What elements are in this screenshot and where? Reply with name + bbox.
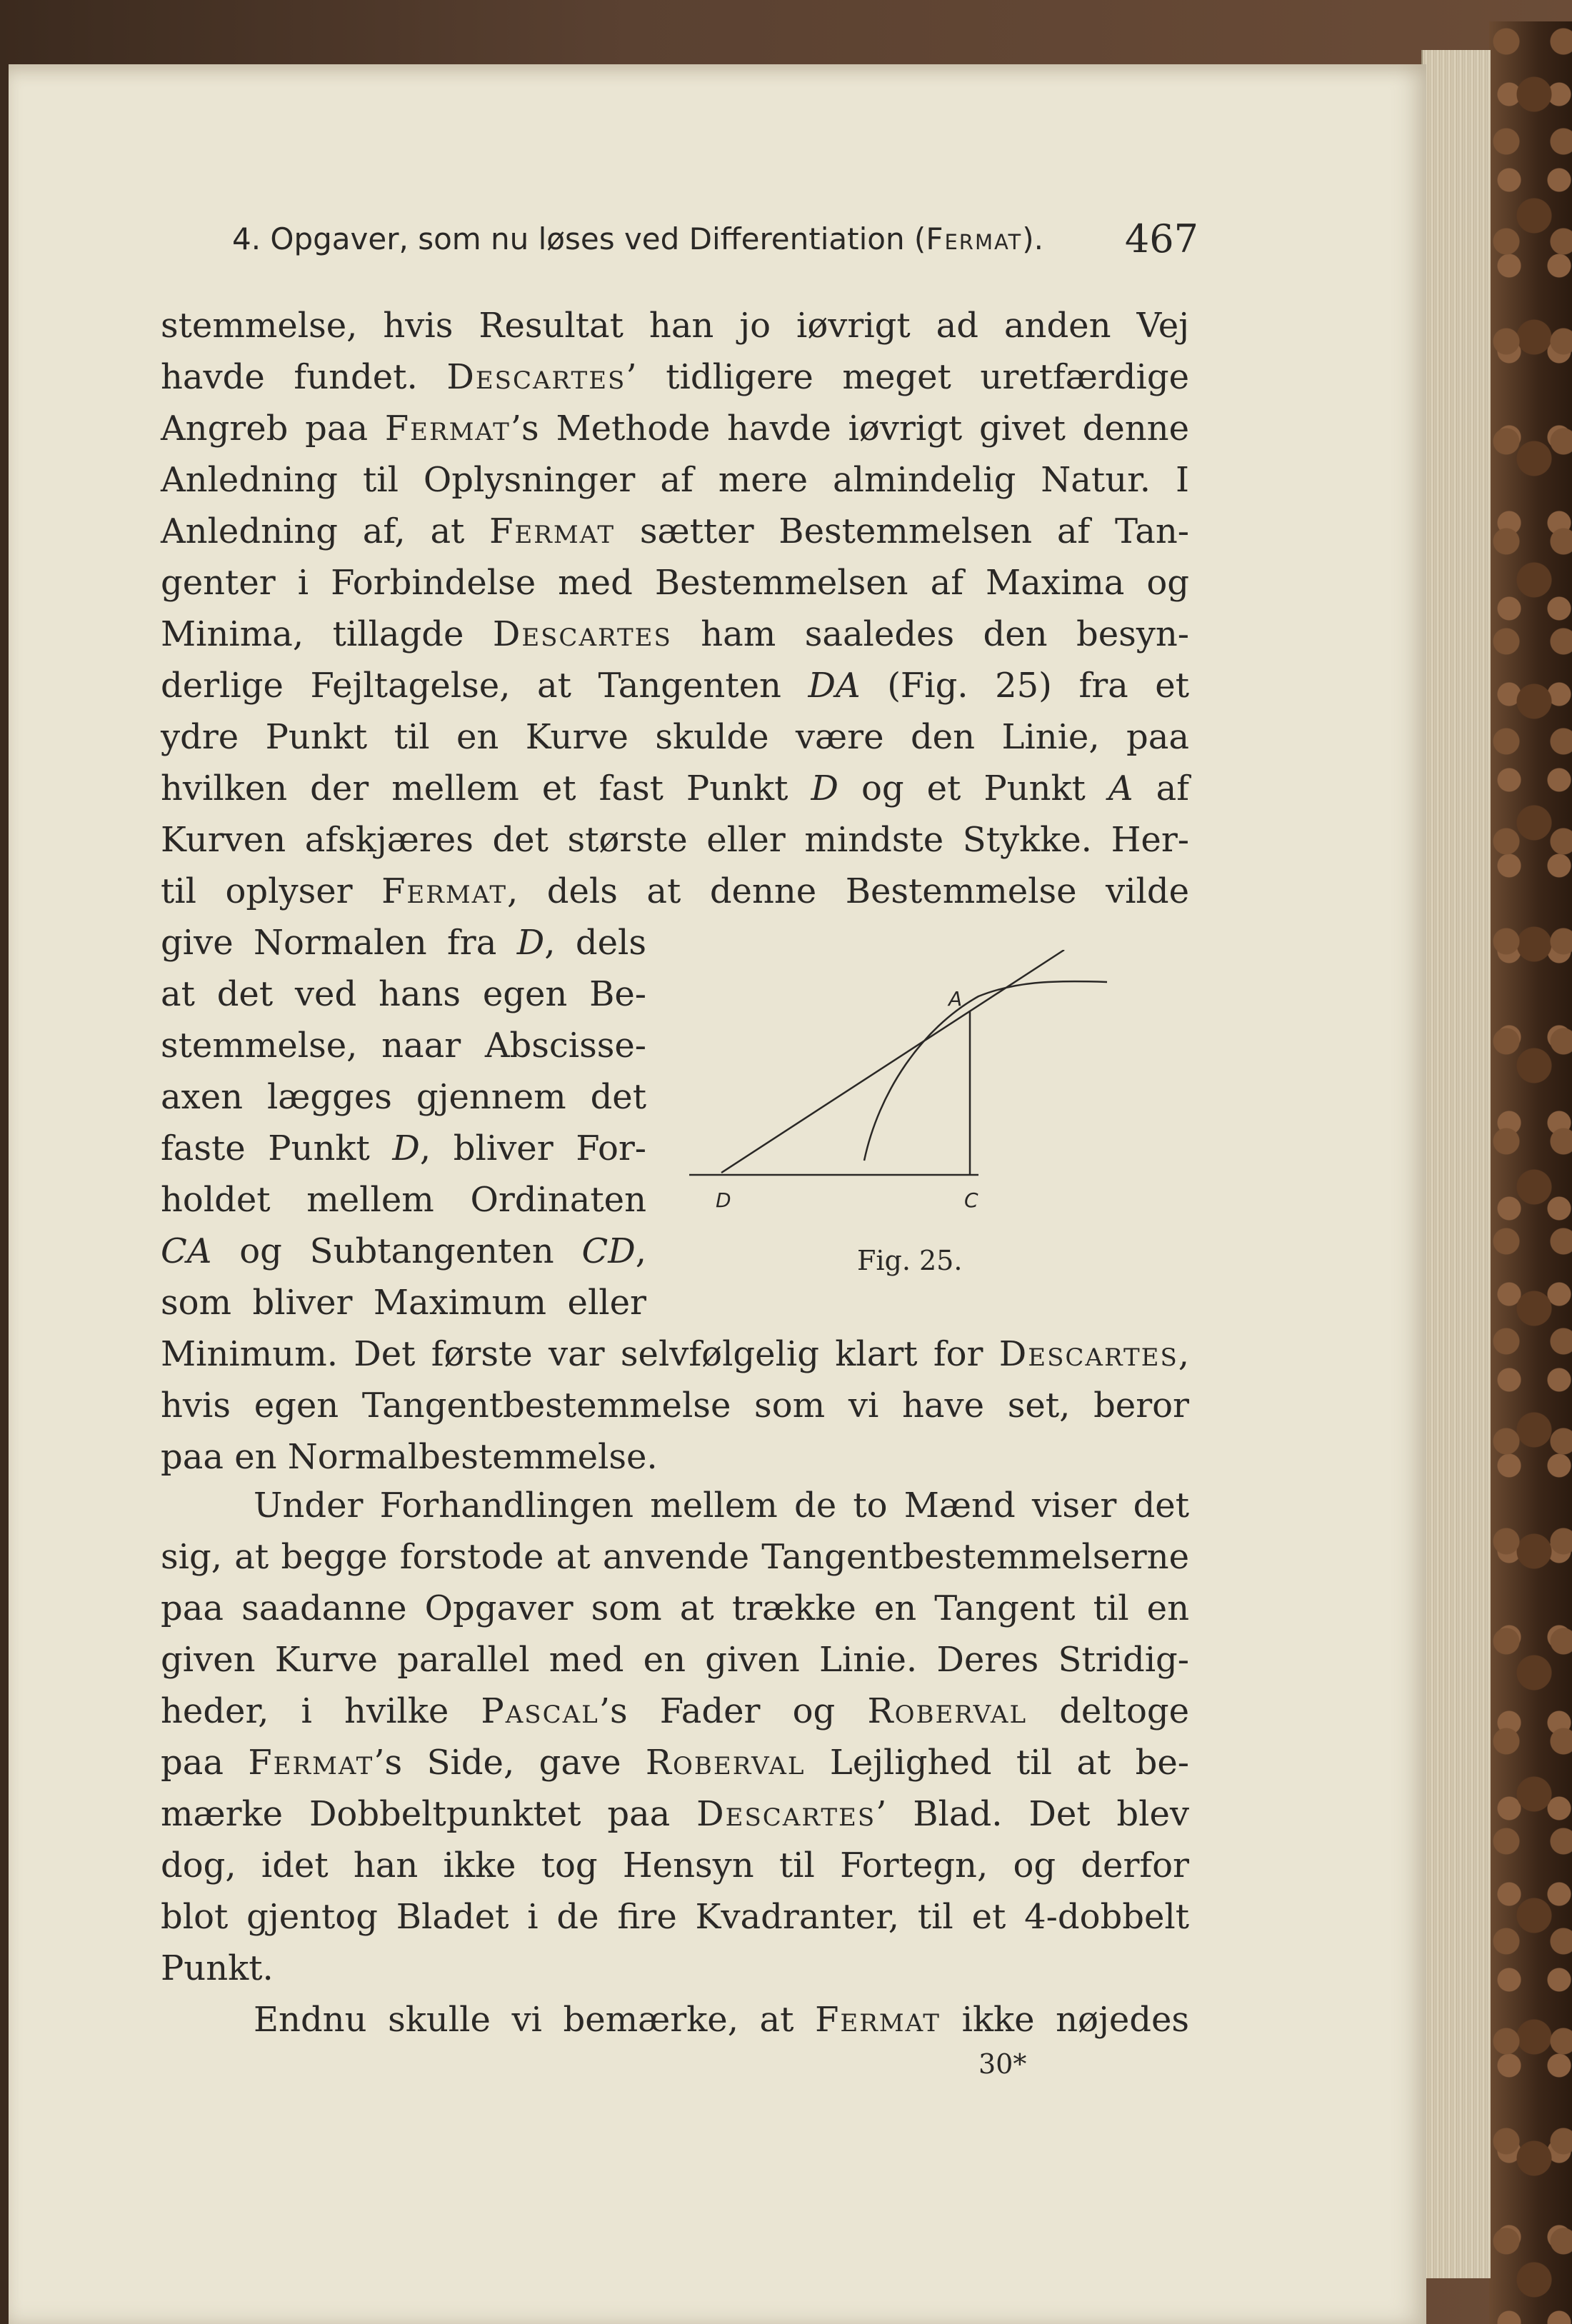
text-line: holdet mellem Ordinaten	[161, 1180, 646, 1220]
label-a: A	[948, 987, 963, 1011]
running-head-name: Fermat	[926, 221, 1023, 256]
name-span: Roberval	[867, 1691, 1028, 1731]
text-span: ,	[1178, 1334, 1190, 1374]
text-line	[161, 866, 1189, 917]
text-span: Angreb paa	[161, 409, 369, 449]
text-line	[254, 1994, 1189, 2045]
name-span: Fermat	[489, 511, 616, 551]
text-span: hvilken der mellem et fast Punkt	[161, 768, 788, 808]
text-span: af	[1156, 768, 1189, 808]
text-span: og et Punkt	[861, 768, 1086, 808]
text-span: og Subtangenten	[239, 1231, 554, 1271]
text-line: Kurven afskjæres det største eller mindste Stykke. Her-	[161, 820, 1189, 860]
text-line: stemmelse, naar Abscisse-	[161, 1026, 646, 1066]
text-line: dog, idet han ikke tog Hensyn til Fortegn, og derfor	[161, 1845, 1189, 1885]
math-span: D	[392, 1128, 420, 1168]
name-span: Roberval	[645, 1743, 806, 1783]
tangent-line	[721, 950, 1064, 1173]
text-span: heder, i hvilke	[161, 1691, 449, 1731]
text-line: Anledning til Oplysninger af mere almindelig Natur. I	[161, 460, 1189, 500]
text-line: given Kurve parallel med en given Linie. Deres Stridig-	[161, 1640, 1189, 1680]
text-span: ’s Methode havde iøvrigt givet denne	[510, 409, 1189, 449]
text-line: ydre Punkt til en Kurve skulde være den Linie, paa	[161, 717, 1189, 757]
page-number: 467	[1124, 216, 1198, 261]
figure-caption: Fig. 25.	[857, 1245, 963, 1276]
text-span: paa	[161, 1743, 224, 1783]
text-span: Endnu skulle vi bemærke, at	[254, 2000, 794, 2040]
name-span: Fermat	[384, 409, 511, 449]
figure-25	[679, 950, 1178, 1271]
text-span: Minima, tillagde	[161, 614, 464, 654]
text-span: ’s Fader og	[599, 1691, 836, 1731]
text-span: , dels at denne Bestemmelse vilde	[507, 871, 1189, 911]
running-head-suffix: ).	[1022, 221, 1044, 256]
name-span: Descartes	[696, 1794, 876, 1834]
math-span: D	[811, 768, 838, 808]
text-span: , dels	[544, 923, 646, 963]
text-line: Under Forhandlingen mellem de to Mænd viser det	[254, 1486, 1189, 1526]
curve	[864, 981, 1107, 1161]
text-line	[161, 660, 1189, 711]
text-span: ikke nøjedes	[961, 2000, 1190, 2040]
text-span: Minimum. Det første var selvfølgelig klart for	[161, 1334, 983, 1374]
text-span: derlige Fejltagelse, at Tangenten	[161, 666, 781, 706]
text-line	[161, 351, 1189, 403]
text-line	[161, 917, 646, 968]
book-spine-edge	[1489, 21, 1572, 2324]
name-span: Fermat	[248, 1743, 374, 1783]
math-span: A	[1108, 768, 1133, 808]
text-line: stemmelse, hvis Resultat han jo iøvrigt ad anden Vej	[161, 306, 1189, 346]
text-line: at det ved hans egen Be-	[161, 974, 646, 1014]
text-line: genter i Forbindelse med Bestemmelsen af Maxima og	[161, 563, 1189, 603]
text-line	[161, 1226, 646, 1277]
text-span: (Fig. 25) fra et	[887, 666, 1190, 706]
text-line: hvis egen Tangentbestemmelse som vi have set, beror	[161, 1386, 1189, 1426]
text-line	[161, 1788, 1189, 1840]
text-line	[161, 608, 1189, 660]
signature-mark: 30*	[978, 2048, 1027, 2080]
text-span: , bliver For-	[419, 1128, 646, 1168]
text-line: blot gjentog Bladet i de fire Kvadranter, til et 4-dobbelt	[161, 1897, 1189, 1937]
math-span: CA	[161, 1231, 212, 1271]
name-span: Descartes	[492, 614, 672, 654]
text-line: som bliver Maximum eller	[161, 1283, 646, 1323]
text-span: sætter Bestemmelsen af Tan-	[639, 511, 1190, 551]
text-line: paa saadanne Opgaver som at trække en Tangent til en	[161, 1588, 1189, 1628]
text-span: faste Punkt	[161, 1128, 370, 1168]
text-line	[161, 1686, 1189, 1737]
label-c: C	[964, 1188, 978, 1212]
page-edges	[1421, 50, 1491, 2278]
name-span: Fermat	[381, 871, 508, 911]
text-span: havde fundet.	[161, 357, 418, 397]
text-line: axen lægges gjennem det	[161, 1077, 646, 1117]
text-span: ham saaledes den besyn-	[701, 614, 1189, 654]
math-span: D	[516, 923, 545, 963]
text-span: ’ Blad. Det blev	[876, 1794, 1189, 1834]
text-line	[161, 403, 1189, 454]
name-span: Descartes	[998, 1334, 1178, 1374]
text-span: ’s Side, gave	[374, 1743, 621, 1783]
text-line	[161, 506, 1189, 557]
math-span: DA	[808, 666, 861, 706]
name-span: Pascal	[481, 1691, 599, 1731]
label-d: D	[716, 1188, 731, 1212]
text-span: Lejlighed til at be-	[829, 1743, 1189, 1783]
text-line	[161, 763, 1189, 814]
text-line	[161, 1328, 1189, 1380]
math-span: CD	[581, 1231, 636, 1271]
running-head	[232, 207, 1193, 271]
text-line: paa en Normalbestemmelse.	[161, 1437, 658, 1477]
text-line	[161, 1123, 646, 1174]
text-span: Anledning af, at	[161, 511, 465, 551]
text-span: mærke Dobbeltpunktet paa	[161, 1794, 671, 1834]
text-span: give Normalen fra	[161, 923, 497, 963]
name-span: Descartes	[446, 357, 626, 397]
name-span: Fermat	[815, 2000, 941, 2040]
text-span: ’ tidligere meget uretfærdige	[626, 357, 1190, 397]
text-span: deltoge	[1059, 1691, 1189, 1731]
text-span: til oplyser	[161, 871, 353, 911]
text-line: sig, at begge forstode at anvende Tangentbestemmelserne	[161, 1537, 1189, 1577]
text-span: ,	[635, 1231, 646, 1271]
running-head-prefix: 4. Opgaver, som nu løses ved Differentiation (	[232, 221, 926, 256]
text-line: Punkt.	[161, 1948, 274, 1988]
text-line	[161, 1737, 1189, 1788]
